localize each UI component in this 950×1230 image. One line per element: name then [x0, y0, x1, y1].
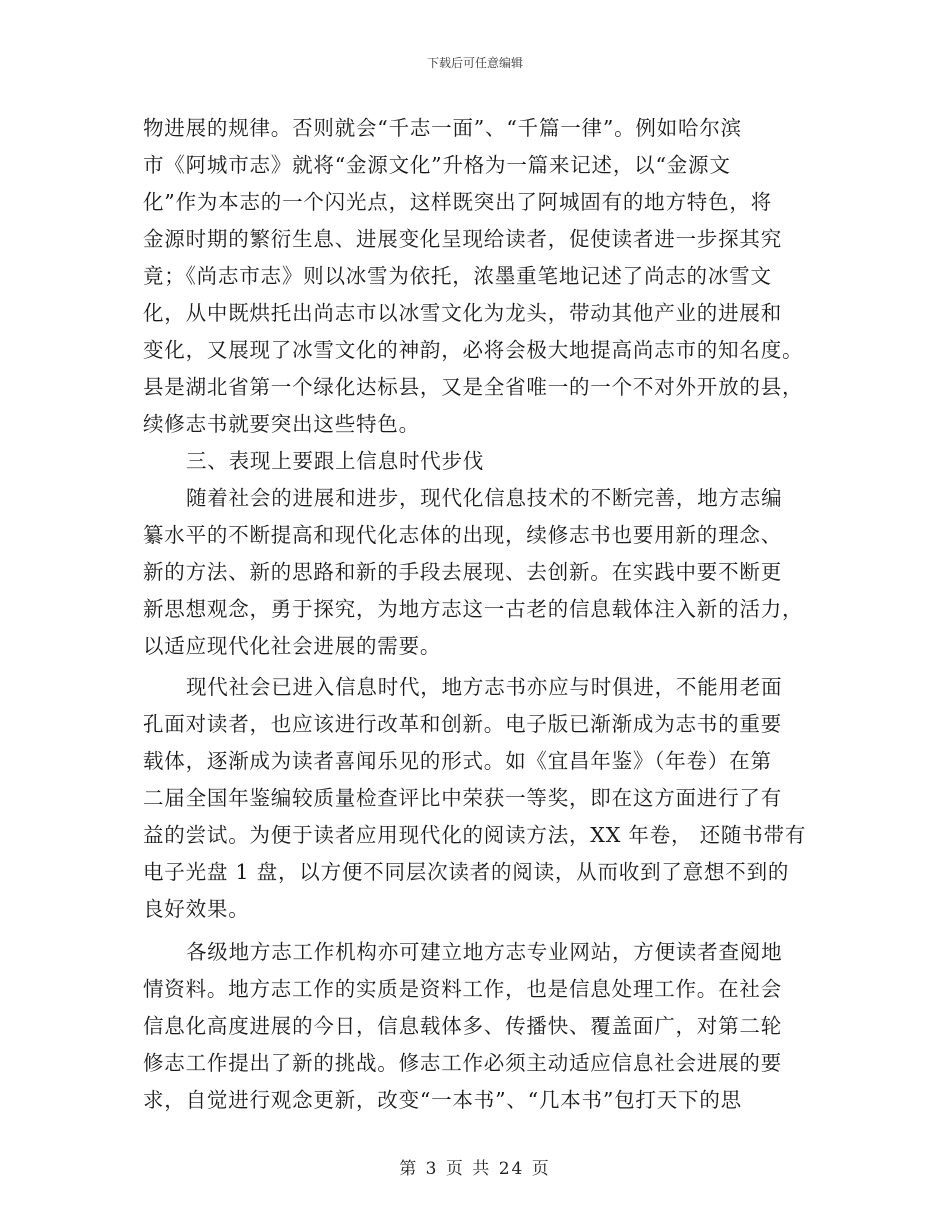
- body-line: 市《阿城市志》就将“金源文化”升格为一篇来记述，以“金源文: [143, 153, 731, 177]
- body-line: 化”作为本志的一个闪光点，这样既突出了阿城固有的地方特色，将: [143, 190, 772, 214]
- body-line: 新的方法、新的思路和新的手段去展现、去创新。在实践中要不断更: [143, 560, 782, 584]
- body-line: 新思想观念，勇于探究，为地方志这一古老的信息载体注入新的活力，: [143, 597, 804, 621]
- body-line: 变化，又展现了冰雪文化的神韵，必将会极大地提高尚志市的知名度。: [143, 338, 804, 362]
- body-line: 载体，逐渐成为读者喜闻乐见的形式。如《宜昌年鉴》（年卷）在第: [143, 749, 772, 773]
- paragraph-start: 随着社会的进展和进步，现代化信息技术的不断完善，地方志编: [186, 486, 783, 510]
- body-line: 物进展的规律。否则就会“千志一面”、“千篇一律”。例如哈尔滨: [143, 116, 742, 140]
- body-line: 纂水平的不断提高和现代化志体的出现，续修志书也要用新的理念、: [143, 523, 782, 547]
- body-line: 二届全国年鉴编较质量检查评比中荣获一等奖，即在这方面进行了有: [143, 786, 782, 810]
- body-line: 以适应现代化社会进展的需要。: [143, 634, 442, 658]
- body-line: 求，自觉进行观念更新，改变“一本书”、“几本书”包打天下的思: [143, 1088, 742, 1112]
- body-line: 化，从中既烘托出尚志市以冰雪文化为龙头，带动其他产业的进展和: [143, 301, 782, 325]
- document-body: [143, 110, 815, 1119]
- body-line: 益的尝试。为便于读者应用现代化的阅读方法，XX 年卷， 还随书带有: [143, 823, 807, 847]
- body-line: 良好效果。: [143, 897, 250, 921]
- page-header: 下载后可任意编辑: [426, 56, 523, 70]
- body-line: 续修志书就要突出这些特色。: [143, 412, 420, 436]
- body-line: 孔面对读者，也应该进行改革和创新。电子版已渐渐成为志书的重要: [143, 712, 782, 736]
- body-line: 修志工作提出了新的挑战。修志工作必须主动适应信息社会进展的要: [143, 1051, 782, 1075]
- paragraph-start: 现代社会已进入信息时代，地方志书亦应与时俱进，不能用老面: [186, 675, 783, 699]
- page-number-footer: 第 3 页 共 24 页: [399, 1159, 551, 1179]
- body-line: 县是湖北省第一个绿化达标县，又是全省唯一的一个不对外开放的县，: [143, 375, 804, 399]
- paragraph-start: 各级地方志工作机构亦可建立地方志专业网站，方便读者查阅地: [186, 940, 783, 964]
- body-line: 情资料。地方志工作的实质是资料工作，也是信息处理工作。在社会: [143, 977, 782, 1001]
- body-line: 电子光盘 1 盘，以方便不同层次读者的阅读，从而收到了意想不到的: [143, 860, 790, 884]
- section-heading: 三、表现上要跟上信息时代步伐: [186, 449, 485, 473]
- body-line: 竟；《尚志市志》则以冰雪为依托，浓墨重笔地记述了尚志的冰雪文: [143, 264, 772, 288]
- body-line: 信息化高度进展的今日，信息载体多、传播快、覆盖面广，对第二轮: [143, 1014, 782, 1038]
- body-line: 金源时期的繁衍生息、进展变化呈现给读者，促使读者进一步探其究: [143, 227, 782, 251]
